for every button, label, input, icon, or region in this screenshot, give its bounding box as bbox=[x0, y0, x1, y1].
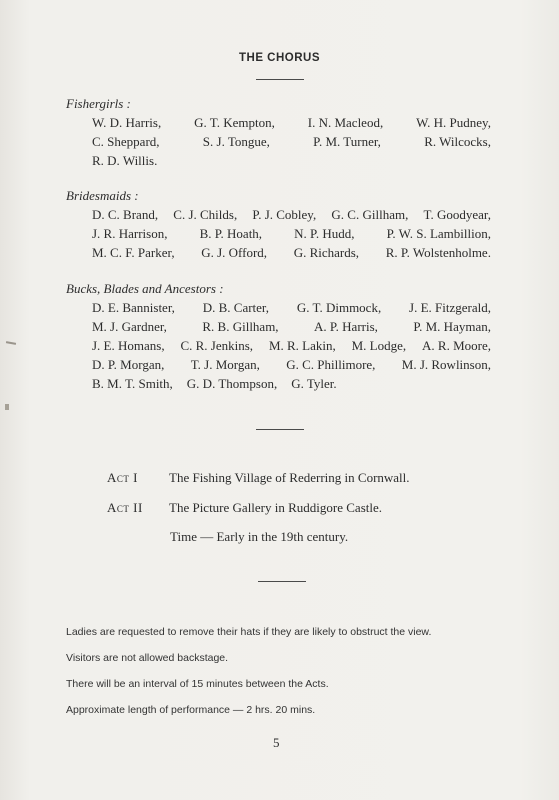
cast-name: P. J. Cobley, bbox=[252, 207, 317, 222]
cast-name: M. J. Gardner, bbox=[92, 319, 167, 334]
cast-line bbox=[92, 224, 491, 243]
act-description: The Picture Gallery in Ruddigore Castle. bbox=[169, 500, 383, 515]
divider bbox=[256, 429, 304, 430]
cast-name: A. P. Harris, bbox=[313, 319, 378, 334]
cast-name: G. Richards, bbox=[293, 245, 360, 260]
cast-name: M. C. F. Parker, bbox=[92, 245, 175, 260]
cast-name: M. Lodge, bbox=[351, 338, 407, 353]
cast-name: G. J. Offord, bbox=[201, 245, 268, 260]
cast-name: T. Goodyear, bbox=[423, 207, 491, 222]
cast-name: J. E. Homans, bbox=[92, 338, 165, 353]
act-description: The Fishing Village of Rederring in Cornwall. bbox=[169, 470, 410, 485]
notice: Ladies are requested to remove their hats if they are likely to obstruct the view. bbox=[66, 626, 432, 638]
cast-name: J. E. Fitzgerald, bbox=[409, 300, 491, 315]
cast-line bbox=[92, 151, 491, 170]
cast-name: R. Wilcocks, bbox=[424, 134, 491, 149]
cast-name: R. B. Gillham, bbox=[202, 319, 279, 334]
cast-list-fishergirls bbox=[92, 113, 491, 170]
cast-line bbox=[92, 336, 491, 355]
cast-name: B. P. Hoath, bbox=[199, 226, 263, 241]
period-note: Time — Early in the 19th century. bbox=[170, 529, 349, 544]
cast-name: C. R. Jenkins, bbox=[180, 338, 254, 353]
cast-line bbox=[92, 298, 491, 317]
cast-list-bridesmaids bbox=[92, 205, 491, 262]
cast-line bbox=[92, 205, 491, 224]
cast-name: G. C. Gillham, bbox=[331, 207, 409, 222]
page-number: 5 bbox=[273, 735, 280, 750]
cast-name: C. Sheppard, bbox=[92, 134, 160, 149]
page-title: THE CHORUS bbox=[238, 52, 321, 64]
cast-name: C. J. Childs, bbox=[173, 207, 238, 222]
cast-name: N. P. Hudd, bbox=[294, 226, 355, 241]
cast-name: B. M. T. Smith, bbox=[92, 376, 173, 391]
cast-name: A. R. Moore, bbox=[422, 338, 491, 353]
cast-list-bucks-blades-ancestors bbox=[92, 298, 491, 393]
cast-name: G. D. Thompson, bbox=[186, 376, 278, 391]
cast-name: R. D. Willis. bbox=[92, 153, 158, 168]
binding-mark bbox=[5, 404, 9, 410]
cast-line bbox=[92, 317, 491, 336]
binding-mark bbox=[6, 341, 16, 345]
cast-name: W. D. Harris, bbox=[92, 115, 162, 130]
cast-name: R. P. Wolstenholme. bbox=[385, 245, 491, 260]
divider bbox=[256, 79, 304, 80]
cast-name: D. E. Bannister, bbox=[92, 300, 175, 315]
notice: Visitors are not allowed backstage. bbox=[66, 652, 229, 664]
notice: There will be an interval of 15 minutes between the Acts. bbox=[66, 678, 329, 690]
section-heading-fishergirls: Fishergirls : bbox=[66, 96, 131, 111]
cast-name: I. N. Macleod, bbox=[307, 115, 384, 130]
act-row bbox=[107, 470, 410, 486]
cast-line bbox=[92, 113, 491, 132]
notice: Approximate length of performance — 2 hrs. 20 mins. bbox=[66, 704, 316, 716]
cast-name: J. R. Harrison, bbox=[92, 226, 168, 241]
divider bbox=[258, 581, 306, 582]
cast-line bbox=[92, 374, 491, 393]
cast-name: M. J. Rowlinson, bbox=[401, 357, 491, 372]
cast-line bbox=[92, 355, 491, 374]
act-label: Act I bbox=[107, 470, 138, 485]
section-heading-bridesmaids: Bridesmaids : bbox=[66, 188, 139, 203]
section-heading-bucks-blades-ancestors: Bucks, Blades and Ancestors : bbox=[66, 281, 224, 296]
cast-name: M. R. Lakin, bbox=[268, 338, 336, 353]
cast-name: G. Tyler. bbox=[291, 376, 337, 391]
cast-line bbox=[92, 243, 491, 262]
act-row bbox=[107, 500, 382, 516]
cast-name: G. C. Phillimore, bbox=[286, 357, 376, 372]
cast-name: T. J. Morgan, bbox=[190, 357, 260, 372]
cast-line bbox=[92, 132, 491, 151]
cast-name: P. M. Turner, bbox=[313, 134, 381, 149]
cast-name: G. T. Dimmock, bbox=[296, 300, 382, 315]
cast-name: D. P. Morgan, bbox=[92, 357, 165, 372]
cast-name: D. C. Brand, bbox=[92, 207, 159, 222]
cast-name: G. T. Kempton, bbox=[194, 115, 275, 130]
cast-name: D. B. Carter, bbox=[202, 300, 269, 315]
act-label: Act II bbox=[107, 500, 143, 515]
cast-name: P. M. Hayman, bbox=[413, 319, 491, 334]
cast-name: S. J. Tongue, bbox=[202, 134, 270, 149]
cast-name: W. H. Pudney, bbox=[416, 115, 491, 130]
cast-name: P. W. S. Lambillion, bbox=[386, 226, 491, 241]
